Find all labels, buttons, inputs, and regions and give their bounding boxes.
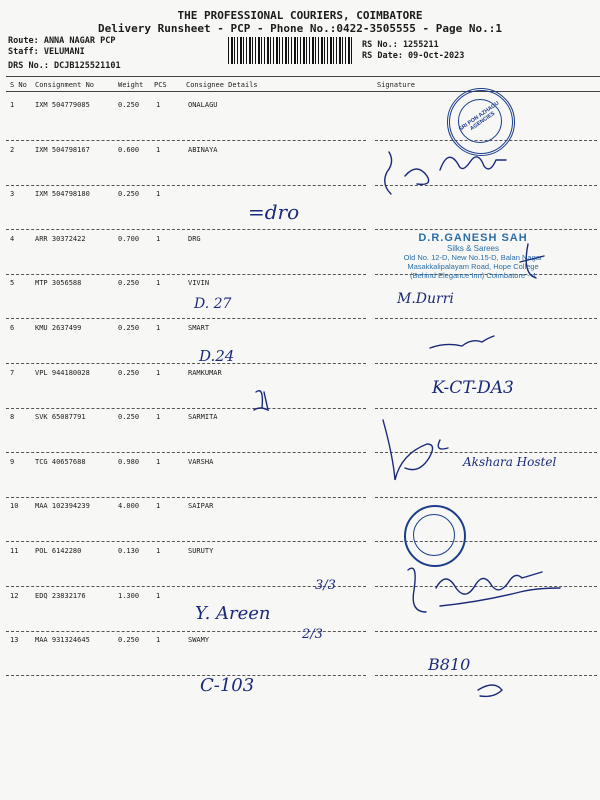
row-pcs: 1 (156, 324, 161, 332)
row-consignee: RAMKUMAR (188, 369, 222, 377)
row-weight: 0.130 (118, 547, 140, 555)
row-pcs: 1 (156, 636, 161, 644)
signature-row11-12 (408, 568, 560, 612)
row-sno: 5 (10, 279, 15, 287)
staff-label: Staff: VELUMANI (8, 47, 85, 57)
col-weight: Weight (118, 81, 144, 89)
row-separator (6, 541, 366, 542)
row-sno: 8 (10, 413, 15, 421)
row-weight: 0.250 (118, 413, 140, 421)
agency-round-stamp (447, 88, 515, 156)
row-consignee: SARMITA (188, 413, 218, 421)
row-consignment-no: IXM 504798180 (35, 190, 90, 198)
row-consignment-no: TCG 40657688 (35, 458, 86, 466)
row-consignee: SWAMY (188, 636, 210, 644)
row-consignee: DRG (188, 235, 201, 243)
row-sno: 10 (10, 502, 19, 510)
signature-separator (375, 408, 597, 409)
col-consignee: Consignee Details (186, 81, 258, 89)
row-sno: 11 (10, 547, 19, 555)
row-sno: 6 (10, 324, 15, 332)
row-weight: 0.250 (118, 369, 140, 377)
row-consignment-no: ARR 30372422 (35, 235, 86, 243)
shop-line1: Silks & Sarees (446, 244, 500, 253)
signature-separator (375, 363, 597, 364)
row-sno: 3 (10, 190, 15, 198)
row-weight: 0.250 (118, 324, 140, 332)
row-consignee: VARSHA (188, 458, 214, 466)
row-consignee: ABINAYA (188, 146, 218, 154)
handwriting-row5-signature: M.Durri (397, 291, 454, 307)
row-weight: 0.250 (118, 636, 140, 644)
col-signature: Signature (377, 81, 415, 89)
rs-date: RS Date: 09-Oct-2023 (362, 51, 465, 61)
row-consignment-no: POL 6142280 (35, 547, 82, 555)
row-pcs: 1 (156, 235, 161, 243)
row-consignment-no: IXM 504779085 (35, 101, 90, 109)
barcode (228, 37, 354, 64)
row-weight: 0.600 (118, 146, 140, 154)
row-separator (6, 229, 366, 230)
row-separator (6, 675, 366, 676)
row-consignee: SMART (188, 324, 210, 332)
row-pcs: 1 (156, 502, 161, 510)
table-top-rule (6, 76, 600, 77)
shop-line3: Masakkalipalayam Road, Hope College (407, 262, 539, 271)
row-sno: 7 (10, 369, 15, 377)
row-pcs: 1 (156, 101, 161, 109)
row-separator (6, 586, 366, 587)
col-sno: S No (10, 81, 27, 89)
signature-separator (375, 631, 597, 632)
row-separator (6, 318, 366, 319)
col-pcs: PCS (154, 81, 167, 89)
signature-separator (375, 185, 597, 186)
handwriting-row5-date: D. 27 (194, 296, 232, 312)
handwriting-row12-top: 3/3 (315, 578, 336, 593)
row-weight: 0.250 (118, 190, 140, 198)
agency-stamp-text: SRI PON AZHAGU AGENCIES (458, 100, 501, 133)
row-pcs: 1 (156, 190, 161, 198)
rs-number: RS No.: 1255211 (362, 40, 439, 50)
row-consignee: VIVIN (188, 279, 210, 287)
company-round-stamp (404, 505, 466, 567)
row-sno: 2 (10, 146, 15, 154)
row-separator (6, 452, 366, 453)
row-separator (6, 497, 366, 498)
signature-row13-extra (478, 685, 502, 696)
handwriting-row13-signature: B810 (428, 655, 471, 674)
signature-separator (375, 452, 597, 453)
signature-separator (375, 586, 597, 587)
row-sno: 4 (10, 235, 15, 243)
row-consignment-no: VPL 944180028 (35, 369, 90, 377)
col-consignment: Consignment No (35, 81, 95, 89)
row-pcs: 1 (156, 592, 161, 600)
handwriting-row13-room: C-103 (200, 675, 255, 696)
signature-separator (375, 229, 597, 230)
row-consignment-no: MAA 931324645 (35, 636, 90, 644)
handwriting-row7-signature: K-CT-DA3 (432, 378, 514, 398)
row-separator (6, 185, 366, 186)
shop-stamp (382, 232, 564, 280)
drs-number: DRS No.: DCJB125521101 (8, 61, 121, 71)
row-consignment-no: SVK 65087791 (35, 413, 86, 421)
row-consignment-no: MTP 3056588 (35, 279, 82, 287)
row-weight: 0.980 (118, 458, 140, 466)
company-title: THE PROFESSIONAL COURIERS, COIMBATORE (177, 9, 423, 22)
row-pcs: 1 (156, 369, 161, 377)
signature-separator (375, 497, 597, 498)
signature-row2 (385, 152, 506, 194)
signature-row6 (430, 336, 494, 348)
handwriting-row6-date: D.24 (199, 347, 235, 365)
row-pcs: 1 (156, 547, 161, 555)
row-consignment-no: KMU 2637499 (35, 324, 82, 332)
row-consignee: ONALAGU (188, 101, 218, 109)
row-separator (6, 408, 366, 409)
row-consignment-no: MAA 102394239 (35, 502, 90, 510)
row-separator (6, 363, 366, 364)
shop-name: D.R.GANESH SAH (418, 232, 528, 244)
route-label: Route: ANNA NAGAR PCP (8, 36, 116, 46)
row-pcs: 1 (156, 458, 161, 466)
handwriting-row12-middle: Y. Areen (195, 603, 271, 624)
shop-line4: (Behind Elegance Inn) Coimbatore - 4 (410, 271, 536, 280)
row-weight: 4.000 (118, 502, 140, 510)
row-weight: 1.300 (118, 592, 140, 600)
header-rule (6, 91, 600, 92)
row-sno: 13 (10, 636, 19, 644)
signature-separator (375, 318, 597, 319)
row-weight: 0.250 (118, 279, 140, 287)
runsheet-title: Delivery Runsheet - PCP - Phone No.:0422-3505555 - Page No.:1 (98, 22, 502, 35)
row-pcs: 1 (156, 413, 161, 421)
row-consignment-no: IXM 504798167 (35, 146, 90, 154)
handwriting-row3: =dro (248, 200, 300, 224)
row-consignee: SURUTY (188, 547, 214, 555)
row-sno: 1 (10, 101, 15, 109)
signature-separator (375, 675, 597, 676)
handwriting-row12-bottom: 2/3 (302, 627, 323, 642)
row-consignment-no: EDQ 23832176 (35, 592, 86, 600)
row-separator (6, 274, 366, 275)
row-separator (6, 140, 366, 141)
signature-row8-9 (383, 420, 448, 480)
shop-line2: Old No. 12-D, New No.15-D, Balan Nagar (403, 253, 543, 262)
row-pcs: 1 (156, 146, 161, 154)
row-sno: 12 (10, 592, 19, 600)
row-sno: 9 (10, 458, 15, 466)
row-weight: 0.250 (118, 101, 140, 109)
row-pcs: 1 (156, 279, 161, 287)
row-consignee: SAIPAR (188, 502, 214, 510)
handwriting-row9-signature: Akshara Hostel (463, 455, 557, 469)
row-weight: 0.700 (118, 235, 140, 243)
